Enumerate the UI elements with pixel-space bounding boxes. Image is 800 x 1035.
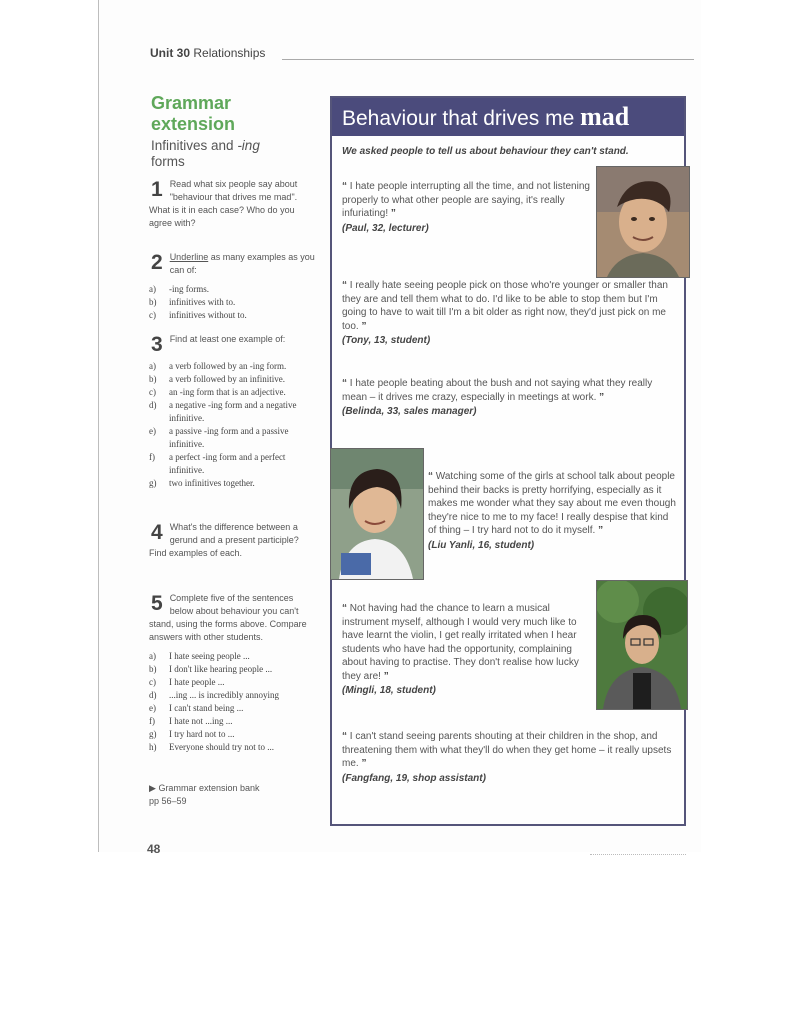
exercise-instruction: What's the difference between a gerund and a present participle? Find examples of each. [149, 522, 299, 558]
close-quote-mark: ” [361, 320, 367, 332]
item-letter: b) [149, 374, 157, 384]
item-text: I don't like hearing people ... [169, 664, 273, 674]
item-text: a verb followed by an -ing form. [169, 361, 287, 371]
list-item [149, 477, 315, 490]
quote-text: I hate people interrupting all the time, and not listening properly to what other people are saying, it's really infuriating! [342, 181, 590, 219]
subtitle-suffix: forms [151, 154, 185, 169]
exercise-list [149, 650, 315, 754]
list-item [149, 741, 315, 754]
item-letter: b) [149, 664, 157, 674]
list-item [149, 728, 315, 741]
grammar-extension-title [151, 93, 235, 135]
exercise-list [149, 360, 315, 490]
item-letter: c) [149, 310, 156, 320]
list-item [149, 689, 315, 702]
quote-block [342, 180, 592, 235]
quote-text: I can't stand seeing parents shouting at their children in the shop, and threatening them with what they'll do when they get home – it really upsets me. [342, 731, 672, 769]
list-item [149, 399, 315, 425]
quote-text: I hate people beating about the bush and not saying what they really mean – it drives me crazy, especially in meetings at work. [342, 378, 653, 403]
list-item [149, 283, 315, 296]
quote-attribution: (Fangfang, 19, shop assistant) [342, 772, 486, 784]
exercise-instruction: Find at least one example of: [169, 334, 286, 344]
item-letter: f) [149, 716, 155, 726]
subtitle-italic: -ing [237, 138, 260, 153]
subtitle-prefix: Infinitives and [151, 138, 238, 153]
bank-pages: pp 56–59 [149, 796, 187, 806]
quote-attribution: (Belinda, 33, sales manager) [342, 406, 477, 417]
item-letter: b) [149, 297, 157, 307]
list-item [149, 451, 315, 477]
item-letter: d) [149, 690, 157, 700]
item-letter: g) [149, 478, 157, 488]
list-item [149, 373, 315, 386]
list-item [149, 715, 315, 728]
paul-photo [596, 166, 690, 278]
item-letter: a) [149, 284, 156, 294]
item-text: I hate people ... [169, 677, 225, 687]
underline-word: Underline [169, 252, 209, 262]
list-item [149, 650, 315, 663]
item-text: a passive -ing form and a passive infinitive. [169, 426, 289, 449]
quote-text: I really hate seeing people pick on those who're younger or smaller than they are and tell them what to do. I'd like to be able to stop them but I'm going to have to wait till I'm a bit older as right now, they'd just pick on me too. [342, 280, 668, 332]
item-text: I can't stand being ... [169, 703, 244, 713]
item-text: I try hard not to ... [169, 729, 235, 739]
article-intro: We asked people to tell us about behaviour they can't stand. [342, 146, 629, 157]
item-text: I hate seeing people ... [169, 651, 250, 661]
list-item [149, 360, 315, 373]
item-text: infinitives without to. [169, 310, 247, 320]
open-quote-mark: “ [342, 181, 347, 192]
article-title-bold: mad [580, 102, 630, 131]
item-letter: g) [149, 729, 157, 739]
title-line-1: Grammar [151, 93, 232, 113]
article-banner [332, 98, 684, 136]
exercise-list [149, 283, 315, 322]
item-letter: e) [149, 426, 156, 436]
exercise-instruction: Read what six people say about "behaviour that drives me mad". What is it in each case? Who do you agree with? [149, 179, 298, 228]
item-text: an -ing form that is an adjective. [169, 387, 286, 397]
unit-number: Unit 30 [150, 46, 191, 60]
quote-block [428, 470, 676, 552]
footer-rule [590, 854, 686, 855]
item-letter: h) [149, 742, 157, 752]
item-letter: c) [149, 387, 156, 397]
list-item [149, 296, 315, 309]
quote-attribution: (Mingli, 18, student) [342, 685, 436, 696]
quote-attribution: (Paul, 32, lecturer) [342, 222, 429, 234]
exercise-instruction: Complete five of the sentences below about behaviour you can't stand, using the forms above. Compare answers with other students. [149, 593, 307, 642]
item-letter: e) [149, 703, 156, 713]
exercise-number: 3 [151, 333, 163, 356]
close-quote-mark: ” [598, 525, 604, 536]
open-quote-mark: “ [342, 603, 347, 614]
exercise-number: 4 [151, 521, 163, 544]
quote-block [342, 602, 598, 698]
quote-attribution: (Liu Yanli, 16, student) [428, 539, 535, 551]
list-item [149, 676, 315, 689]
item-text: Everyone should try not to ... [169, 742, 274, 752]
list-item [149, 425, 315, 451]
quote-block [342, 730, 674, 785]
item-text: a perfect -ing form and a perfect infinitive. [169, 452, 286, 475]
quote-text: Watching some of the girls at school talk about people behind their backs is pretty horrifying, especially as it makes me wonder what they say about me even though they're nice to me to my face! I really despise that kind of thing – I try hard not to do it myself. [428, 471, 676, 536]
quote-text: Not having had the chance to learn a musical instrument myself, although I would very much like to have learnt the violin, I get really irritated when I hear students who have had the opportunity, complaining about having to practise. They don't realise how lucky they are! [342, 603, 579, 682]
item-letter: f) [149, 452, 155, 462]
close-quote-mark: ” [383, 670, 389, 682]
list-item [149, 663, 315, 676]
list-item [149, 309, 315, 322]
exercise-1 [149, 178, 315, 230]
item-text: two infinitives together. [169, 478, 255, 488]
title-line-2: extension [151, 114, 236, 134]
item-letter: a) [149, 361, 156, 371]
open-quote-mark: “ [342, 731, 347, 742]
exercise-2 [149, 251, 315, 322]
unit-topic: Relationships [193, 46, 266, 60]
open-quote-mark: “ [342, 378, 347, 389]
mingli-photo [596, 580, 688, 710]
close-quote-mark: ” [390, 208, 396, 219]
exercise-instruction: as many examples as you can of: [169, 252, 315, 275]
item-text: infinitives with to. [169, 297, 236, 307]
open-quote-mark: “ [342, 280, 347, 291]
close-quote-mark: ” [599, 391, 605, 403]
liu-yanli-photo [330, 448, 424, 580]
item-text: a negative -ing form and a negative infinitive. [169, 400, 297, 423]
quote-attribution: (Tony, 13, student) [342, 335, 431, 346]
grammar-bank-reference [149, 782, 309, 808]
arrow-icon: ▶ [149, 783, 156, 793]
quote-block [342, 377, 674, 419]
header-rule [282, 59, 694, 60]
item-text: ...ing ... is incredibly annoying [169, 690, 279, 700]
open-quote-mark: “ [428, 471, 433, 482]
exercise-number: 1 [151, 178, 163, 201]
list-item [149, 386, 315, 399]
page-number: 48 [147, 842, 161, 856]
exercise-4 [149, 521, 315, 560]
unit-header [150, 46, 265, 60]
item-letter: d) [149, 400, 157, 410]
article-title: Behaviour that drives me [342, 107, 581, 130]
list-item [149, 702, 315, 715]
quote-block [342, 279, 674, 348]
item-letter: a) [149, 651, 156, 661]
exercise-number: 2 [151, 251, 163, 274]
close-quote-mark: ” [361, 758, 367, 769]
bank-label: Grammar extension bank [158, 783, 260, 793]
exercise-5 [149, 592, 315, 754]
exercise-number: 5 [151, 592, 163, 615]
item-letter: c) [149, 677, 156, 687]
item-text: I hate not ...ing ... [169, 716, 233, 726]
item-text: -ing forms. [169, 284, 209, 294]
exercise-3 [149, 333, 315, 490]
item-text: a verb followed by an infinitive. [169, 374, 285, 384]
grammar-subtitle [151, 138, 301, 170]
article-panel [330, 96, 686, 826]
